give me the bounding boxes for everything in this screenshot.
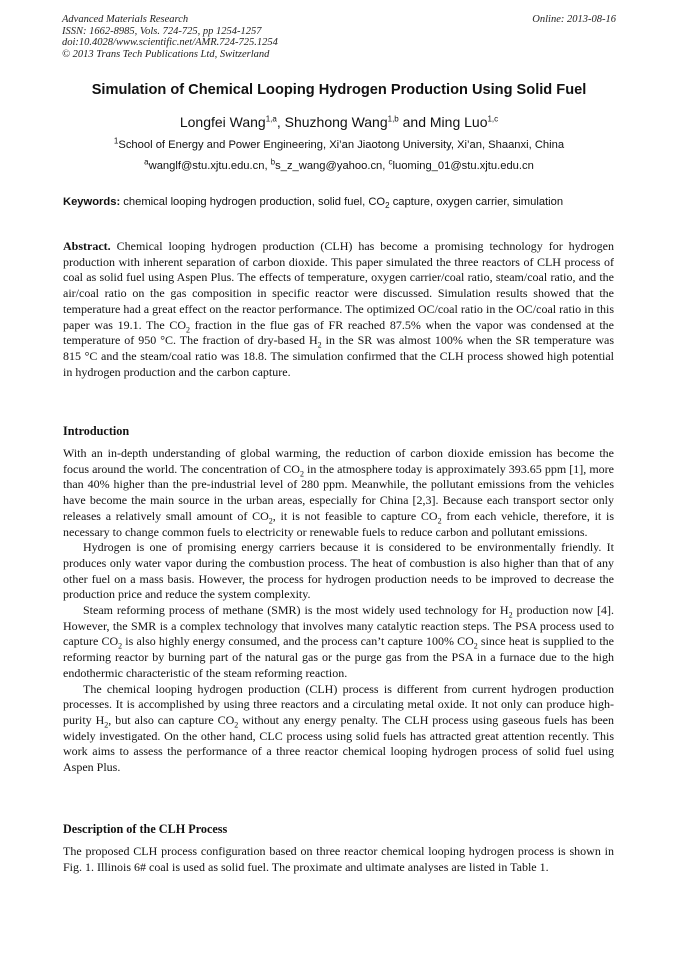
section-heading-clh-process: Description of the CLH Process: [63, 822, 228, 836]
online-date: Online: 2013-08-16: [532, 14, 616, 25]
doi-line: doi:10.4028/www.scientific.net/AMR.724-725.1254: [62, 37, 278, 48]
abstract: Abstract. Chemical looping hydrogen production (CLH) has become a promising technology for hydrogen production with inherent separation of carbon dioxide. This paper simulated the three reactors of CLH process of coal as solid fuel using Aspen Plus. The effects of temperature, oxygen carrier/coal ratio, steam/coal ratio, and the air/coal ratio on the gas composition in specific reactor were discussed. Simulation results showed that the temperature had a great effect on the reactor performance. The optimized OC/coal ratio in the OC/coal ratio in this paper was 19.1. The $CO_2$ fraction in the flue gas of FR reached 87.5% when the vapor was condensed at the temperature of 950 °C. The fraction of dry-based $H_2$ in the SR was almost 100% when the SR temperature was 815 °C and the steam/coal ratio was 18.8. The simulation confirmed that the CLH process showed high potential in hydrogen production and the carbon capture.: [63, 239, 614, 379]
journal-info: [62, 14, 278, 60]
section-heading-introduction: Introduction: [63, 424, 130, 438]
paragraph: Steam reforming process of methane (SMR) is the most widely used technology for $H_2$ production now [4]. However, the SMR is a complex technology that involves many catalytic reaction steps. The PSA process used to capture $CO_2$ is also highly energy consumed, and the process can’t capture 100% $CO_2$ since heat is supplied to the reforming reactor by burning part of the natural gas or the purge gas from the PSA in a furnace due to the high endothermic characteristic of the steam reforming reaction.: [63, 603, 614, 680]
clh-process-body: [63, 844, 614, 875]
author-emails: $^a$wanglf@stu.xjtu.edu.cn, $^b$s_z_wang@yahoo.cn, $^c$luoming_01@stu.xjtu.edu.cn: [144, 157, 534, 172]
paragraph: The chemical looping hydrogen production (CLH) process is different from current hydrogen production processes. It is accomplished by using three reactors and a circulating metal oxide. It not only can produce high-purity $H_2$, but also can capture $CO_2$ without any energy penalty. The CLH process using gaseous fuels has been widely investigated. On the other hand, CLC process using solid fuels has attracted great attention recently. This work aims to assess the performance of a three reactor chemical looping hydrogen process of solid fuel using Aspen Plus.: [63, 681, 614, 775]
keywords: Keywords: chemical looping hydrogen production, solid fuel, $CO_2$ capture, oxygen carrier, simulation: [63, 196, 564, 211]
journal-name: Advanced Materials Research: [62, 14, 189, 25]
paragraph: With an in-depth understanding of global warming, the reduction of carbon dioxide emission has become the focus around the world. The concentration of $CO_2$ in the atmosphere today is approximately 393.65 ppm [1], more than 40% higher than the pre-industrial level of 280 ppm. Meanwhile, the pollutant emissions from the vehicles have become the main source in the urban areas, especially for China [2,3]. Because each transport sector only releases a relatively small amount of $CO_2$, it is not feasible to capture $CO_2$ from each vehicle, therefore, it is necessary to change common fuels to electricity or renewable fuels to reduce carbon and pollutant emissions.: [63, 446, 614, 539]
introduction-body: [63, 446, 614, 776]
affiliation: $^1$School of Energy and Power Engineering, Xi’an Jiaotong University, Xi’an, Shaanxi, China: [113, 136, 565, 151]
paragraph: The proposed CLH process configuration based on three reactor chemical looping hydrogen process is shown in Fig. 1. Illinois 6# coal is used as solid fuel. The proximate and ultimate analyses are listed in Table 1.: [63, 844, 614, 874]
issn-line: ISSN: 1662-8985, Vols. 724-725, pp 1254-1257: [62, 25, 262, 37]
abstract-label: Abstract.: [63, 239, 111, 253]
paper-title: Simulation of Chemical Looping Hydrogen Production Using Solid Fuel: [91, 82, 587, 98]
copyright-line: © 2013 Trans Tech Publications Ltd, Switzerland: [62, 48, 270, 60]
paragraph: Hydrogen is one of promising energy carriers because it is considered to be environmentally friendly. It produces only water vapor during the combustion process. The heat of combustion is also higher than that of any other fuel on a mass basis. However, the process for hydrogen production needs to be improved to decrease the production price and reduce the system complexity.: [63, 540, 614, 602]
keywords-label: Keywords:: [63, 196, 121, 208]
author-list: Longfei Wang$^{1,a}$, Shuzhong Wang$^{1,b}$ and Ming Luo$^{1,c}$: [179, 114, 499, 130]
